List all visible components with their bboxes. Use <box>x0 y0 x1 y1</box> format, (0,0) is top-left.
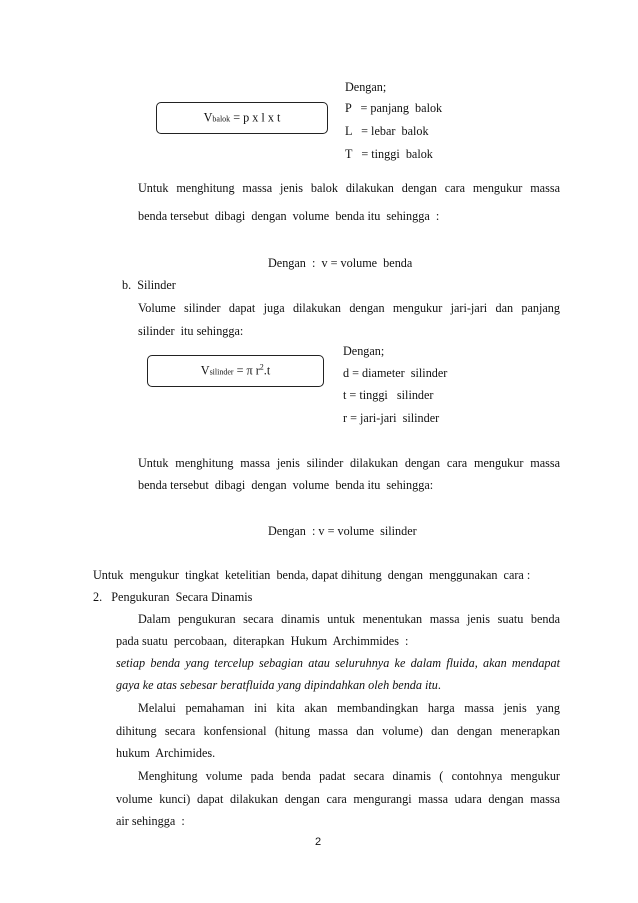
dinamis-p3-line-3: air sehingga : <box>116 814 185 828</box>
balok-dengan-label: Dengan; <box>345 80 387 94</box>
silinder-mass-paragraph <box>138 456 560 471</box>
balok-dengan-line: Dengan : v = volume benda <box>268 256 413 270</box>
page-number: 2 <box>315 836 322 848</box>
dinamis-p3-line-2: volume kunci) dapat dilakukan dengan cara mengurangi massa udara dengan massa <box>116 792 560 806</box>
dinamis-p3-line-1: Menghitung volume pada benda padat secara dinamis ( contohnya mengukur <box>138 769 560 783</box>
silinder-dengan-label: Dengan; <box>343 344 385 358</box>
archimedes-law-line-1: setiap benda yang tercelup sebagian atau seluruhnya ke dalam fluida, akan mendapat <box>116 656 560 670</box>
dinamis-p2-line-2: dihitung secara konfensional (hitung massa dan volume) dan dengan menerapkan <box>116 724 560 738</box>
silinder-def-t: t = tinggi silinder <box>343 388 434 402</box>
silinder-heading: b. Silinder <box>122 278 176 292</box>
balok-formula-box <box>156 102 328 134</box>
balok-paragraph-line-1: Untuk menghitung massa jenis balok dilakukan dengan cara mengukur massa <box>138 181 560 195</box>
dinamis-p2-b <box>116 724 560 739</box>
dinamis-p3 <box>138 769 560 784</box>
balok-formula: Vbalok = p x l x t <box>203 110 281 125</box>
dinamis-heading: 2. Pengukuran Secara Dinamis <box>93 590 253 604</box>
silinder-paragraph-line-1: Volume silinder dapat juga dilakukan dengan mengukur jari-jari dan panjang <box>138 301 560 315</box>
silinder-dengan-line: Dengan : v = volume silinder <box>268 524 417 538</box>
dinamis-p1-line-2: pada suatu percobaan, diterapkan Hukum Archimmides : <box>116 634 409 648</box>
silinder-mass-line-2: benda tersebut dibagi dengan volume benda itu sehingga: <box>138 478 434 492</box>
dinamis-p1-line-1: Dalam pengukuran secara dinamis untuk menentukan massa jenis suatu benda <box>138 612 560 626</box>
balok-paragraph <box>138 181 560 196</box>
balok-paragraph-line-2: benda tersebut dibagi dengan volume benda itu sehingga : <box>138 209 440 223</box>
balok-def-t: T = tinggi balok <box>345 147 433 161</box>
silinder-formula-box <box>147 355 324 387</box>
silinder-mass-line-1: Untuk menghitung massa jenis silinder dilakukan dengan cara mengukur massa <box>138 456 560 470</box>
silinder-def-r: r = jari-jari silinder <box>343 411 440 425</box>
dinamis-p3-b <box>116 792 560 807</box>
dinamis-p1 <box>138 612 560 627</box>
balok-def-l: L = lebar balok <box>345 124 429 138</box>
intro-line: Untuk mengukur tingkat ketelitian benda, dapat dihitung dengan menggunakan cara : <box>93 568 531 582</box>
archimedes-law-line-2: gaya ke atas sebesar beratfluida yang dipindahkan oleh benda itu. <box>116 678 441 692</box>
silinder-formula: Vsilinder = π $r^2.t$ <box>200 362 271 378</box>
balok-def-p: P = panjang balok <box>345 101 443 115</box>
archimedes-law <box>116 656 560 671</box>
silinder-paragraph <box>138 301 560 316</box>
silinder-paragraph-line-2: silinder itu sehingga: <box>138 324 244 338</box>
dinamis-p2-line-3: hukum Archimides. <box>116 746 216 760</box>
dinamis-p2 <box>138 701 560 716</box>
dinamis-p2-line-1: Melalui pemahaman ini kita akan membandingkan harga massa jenis yang <box>138 701 560 715</box>
silinder-def-d: d = diameter silinder <box>343 366 448 380</box>
